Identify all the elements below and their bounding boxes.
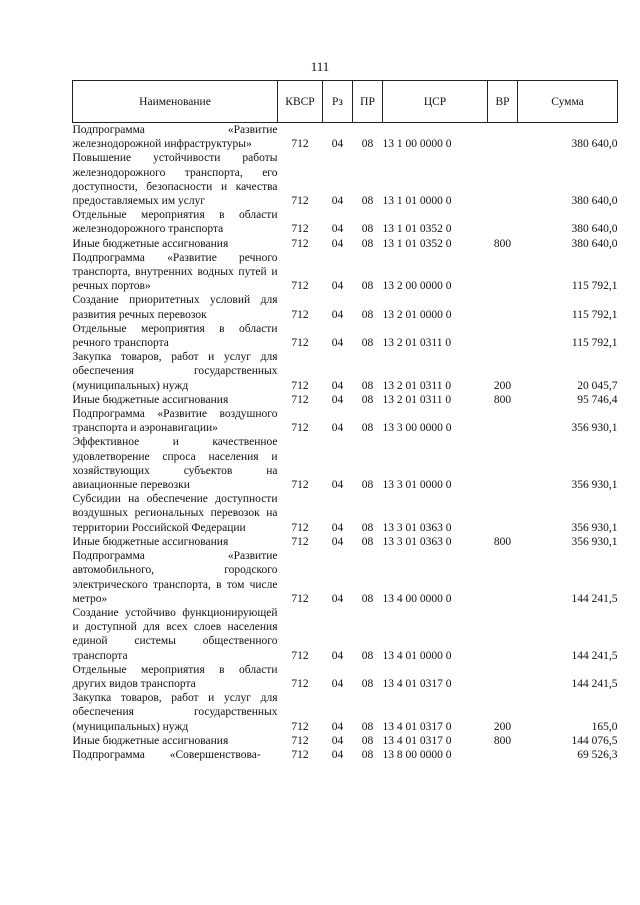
row-name: Отдельные мероприятия в области железнодорожного транспорта — [72, 209, 278, 236]
page-number: 111 — [310, 59, 330, 74]
row-csr: 13 4 01 0317 0 — [382, 720, 452, 733]
row-csr: 13 3 01 0363 0 — [382, 535, 452, 548]
row-csr: 13 2 00 0000 0 — [382, 280, 452, 293]
row-csr: 13 3 01 0000 0 — [382, 479, 452, 492]
table-row — [73, 151, 618, 208]
row-kvsr: 712 — [291, 592, 309, 605]
row-csr: 13 1 01 0352 0 — [382, 223, 452, 236]
row-name: Иные бюджетные ассигнования — [72, 393, 229, 406]
row-pr: 08 — [361, 195, 374, 208]
row-rz: 04 — [331, 280, 344, 293]
row-name: Иные бюджетные ассигнования — [72, 535, 229, 548]
row-vr — [488, 123, 518, 152]
row-kvsr: 712 — [291, 720, 309, 733]
row-sum: 380 640,0 — [571, 223, 618, 236]
row-rz: 04 — [331, 720, 344, 733]
row-name: Иные бюджетные ассигнования — [72, 734, 229, 747]
row-kvsr: 712 — [291, 535, 309, 548]
row-sum: 356 930,1 — [571, 422, 618, 435]
row-pr: 08 — [361, 393, 374, 406]
row-csr: 13 2 01 0000 0 — [382, 308, 452, 321]
table-row — [73, 535, 618, 549]
row-vr — [488, 322, 518, 350]
row-rz: 04 — [331, 422, 344, 435]
row-kvsr: 712 — [291, 748, 309, 761]
table-row — [73, 407, 618, 435]
row-name: Создание приоритетных условий для развития речных перевозок — [72, 294, 278, 321]
row-csr: 13 3 01 0363 0 — [382, 521, 452, 534]
row-pr: 08 — [361, 138, 374, 151]
row-csr: 13 2 01 0311 0 — [382, 337, 452, 350]
budget-table — [72, 80, 618, 762]
row-csr: 13 1 01 0352 0 — [382, 237, 452, 250]
row-pr: 08 — [361, 677, 374, 690]
table-row — [73, 691, 618, 734]
row-pr: 08 — [361, 521, 374, 534]
row-vr: 800 — [493, 734, 512, 747]
row-rz: 04 — [331, 308, 344, 321]
row-vr — [488, 435, 518, 492]
row-pr: 08 — [361, 422, 374, 435]
row-pr: 08 — [361, 223, 374, 236]
table-row — [73, 663, 618, 691]
row-sum: 356 930,1 — [571, 535, 618, 548]
row-sum: 356 930,1 — [571, 479, 618, 492]
row-vr — [488, 293, 518, 321]
row-rz: 04 — [331, 138, 344, 151]
row-name: Подпрограмма «Развитие автомобильного, городского электрического транспорта, в том числе метро» — [72, 550, 278, 605]
row-vr — [488, 251, 518, 294]
row-sum: 144 076,5 — [571, 734, 618, 747]
table-row — [73, 393, 618, 407]
table-header — [73, 81, 618, 123]
row-csr: 13 3 00 0000 0 — [382, 422, 452, 435]
row-vr — [488, 748, 518, 762]
header-name: Наименование — [73, 81, 278, 123]
table-row — [73, 293, 618, 321]
row-pr: 08 — [361, 237, 374, 250]
row-vr: 800 — [493, 393, 512, 406]
row-kvsr: 712 — [291, 195, 309, 208]
row-rz: 04 — [331, 237, 344, 250]
row-sum: 144 241,5 — [571, 649, 618, 662]
row-vr: 800 — [493, 535, 512, 548]
row-name: Создание устойчиво функционирующей и доступной для всех слоев населения единой системы общественного транспорта — [72, 606, 278, 662]
row-kvsr: 712 — [291, 308, 309, 321]
row-kvsr: 712 — [291, 479, 309, 492]
row-pr: 08 — [361, 280, 374, 293]
row-name: Подпрограмма «Развитие воздушного транспорта и аэронавигации» — [72, 408, 278, 435]
row-rz: 04 — [331, 592, 344, 605]
row-pr: 08 — [361, 720, 374, 733]
row-pr: 08 — [361, 308, 374, 321]
row-sum: 69 526,3 — [577, 748, 618, 761]
row-name: Иные бюджетные ассигнования — [72, 237, 229, 250]
row-vr: 200 — [493, 379, 512, 392]
row-rz: 04 — [331, 535, 344, 548]
row-pr: 08 — [361, 748, 374, 761]
row-pr: 08 — [361, 379, 374, 392]
row-csr: 13 4 00 0000 0 — [382, 592, 452, 605]
table-row — [73, 606, 618, 663]
header-vr: ВР — [488, 81, 518, 123]
row-name: Отдельные мероприятия в области других видов транспорта — [72, 663, 278, 690]
row-name: Подпрограмма «Совершенствова- — [72, 748, 261, 761]
row-name: Эффективное и качественное удовлетворение спроса населения и хозяйствующих субъектов на авиационные перевозки — [72, 436, 278, 492]
row-kvsr: 712 — [291, 393, 309, 406]
header-sum: Сумма — [518, 81, 618, 123]
row-rz: 04 — [331, 337, 344, 350]
header-csr: ЦСР — [383, 81, 488, 123]
row-pr: 08 — [361, 649, 374, 662]
row-vr — [488, 549, 518, 606]
row-vr — [488, 492, 518, 535]
table-body — [73, 123, 618, 763]
row-pr: 08 — [361, 479, 374, 492]
table-row — [73, 123, 618, 152]
row-pr: 08 — [361, 734, 374, 747]
row-sum: 380 640,0 — [571, 138, 618, 151]
row-rz: 04 — [331, 734, 344, 747]
row-sum: 356 930,1 — [571, 521, 618, 534]
row-csr: 13 8 00 0000 0 — [382, 748, 452, 761]
row-kvsr: 712 — [291, 138, 309, 151]
row-csr: 13 1 00 0000 0 — [382, 138, 452, 151]
row-name: Повышение устойчивости работы железнодорожного транспорта, его доступности, безопасности и качества предоставляемых им услуг — [72, 152, 278, 208]
table-row — [73, 492, 618, 535]
row-name: Субсидии на обеспечение доступности воздушных региональных перевозок на территории Российской Федерации — [72, 493, 278, 534]
row-csr: 13 4 01 0317 0 — [382, 677, 452, 690]
row-rz: 04 — [331, 677, 344, 690]
row-rz: 04 — [331, 223, 344, 236]
row-rz: 04 — [331, 393, 344, 406]
row-pr: 08 — [361, 337, 374, 350]
table-row — [73, 208, 618, 236]
row-name: Закупка товаров, работ и услуг для обеспечения государственных (муниципальных) нужд — [72, 692, 278, 733]
row-csr: 13 1 01 0000 0 — [382, 195, 452, 208]
row-csr: 13 2 01 0311 0 — [382, 379, 452, 392]
header-rz: Рз — [323, 81, 353, 123]
row-sum: 144 241,5 — [571, 677, 618, 690]
table-row — [73, 549, 618, 606]
table-row — [73, 350, 618, 393]
table-row — [73, 435, 618, 492]
table-row — [73, 251, 618, 294]
row-sum: 115 792,1 — [571, 337, 618, 350]
row-kvsr: 712 — [291, 422, 309, 435]
row-rz: 04 — [331, 195, 344, 208]
header-kvsr: КВСР — [278, 81, 323, 123]
row-sum: 115 792,1 — [571, 308, 618, 321]
row-kvsr: 712 — [291, 521, 309, 534]
row-sum: 380 640,0 — [571, 195, 618, 208]
row-kvsr: 712 — [291, 734, 309, 747]
table-row — [73, 237, 618, 251]
row-vr — [488, 151, 518, 208]
row-sum: 95 746,4 — [577, 393, 618, 406]
row-csr: 13 4 01 0000 0 — [382, 649, 452, 662]
row-vr: 800 — [493, 237, 512, 250]
row-vr — [488, 663, 518, 691]
table-row — [73, 322, 618, 350]
row-kvsr: 712 — [291, 223, 309, 236]
row-vr — [488, 606, 518, 663]
row-name: Отдельные мероприятия в области речного транспорта — [72, 322, 278, 350]
row-rz: 04 — [331, 748, 344, 761]
row-kvsr: 712 — [291, 677, 309, 690]
header-pr: ПР — [353, 81, 383, 123]
row-rz: 04 — [331, 649, 344, 662]
row-vr — [488, 407, 518, 435]
row-kvsr: 712 — [291, 280, 309, 293]
row-sum: 20 045,7 — [577, 379, 618, 392]
row-name: Подпрограмма «Развитие речного транспорта, внутренних водных путей и речных портов» — [72, 251, 278, 293]
row-pr: 08 — [361, 592, 374, 605]
row-kvsr: 712 — [291, 237, 309, 250]
row-vr — [488, 208, 518, 236]
row-kvsr: 712 — [291, 649, 309, 662]
row-name: Подпрограмма «Развитие железнодорожной инфраструктуры» — [72, 124, 278, 151]
row-csr: 13 4 01 0317 0 — [382, 734, 452, 747]
row-sum: 144 241,5 — [571, 592, 618, 605]
row-vr: 200 — [493, 720, 512, 733]
row-kvsr: 712 — [291, 379, 309, 392]
row-rz: 04 — [331, 479, 344, 492]
row-kvsr: 712 — [291, 337, 309, 350]
row-rz: 04 — [331, 521, 344, 534]
table-row — [73, 748, 618, 762]
row-sum: 115 792,1 — [571, 280, 618, 293]
row-sum: 165,0 — [591, 720, 618, 733]
row-rz: 04 — [331, 379, 344, 392]
row-sum: 380 640,0 — [571, 237, 618, 250]
table-row — [73, 734, 618, 748]
row-name: Закупка товаров, работ и услуг для обеспечения государственных (муниципальных) нужд — [72, 351, 278, 392]
row-csr: 13 2 01 0311 0 — [382, 393, 452, 406]
row-pr: 08 — [361, 535, 374, 548]
